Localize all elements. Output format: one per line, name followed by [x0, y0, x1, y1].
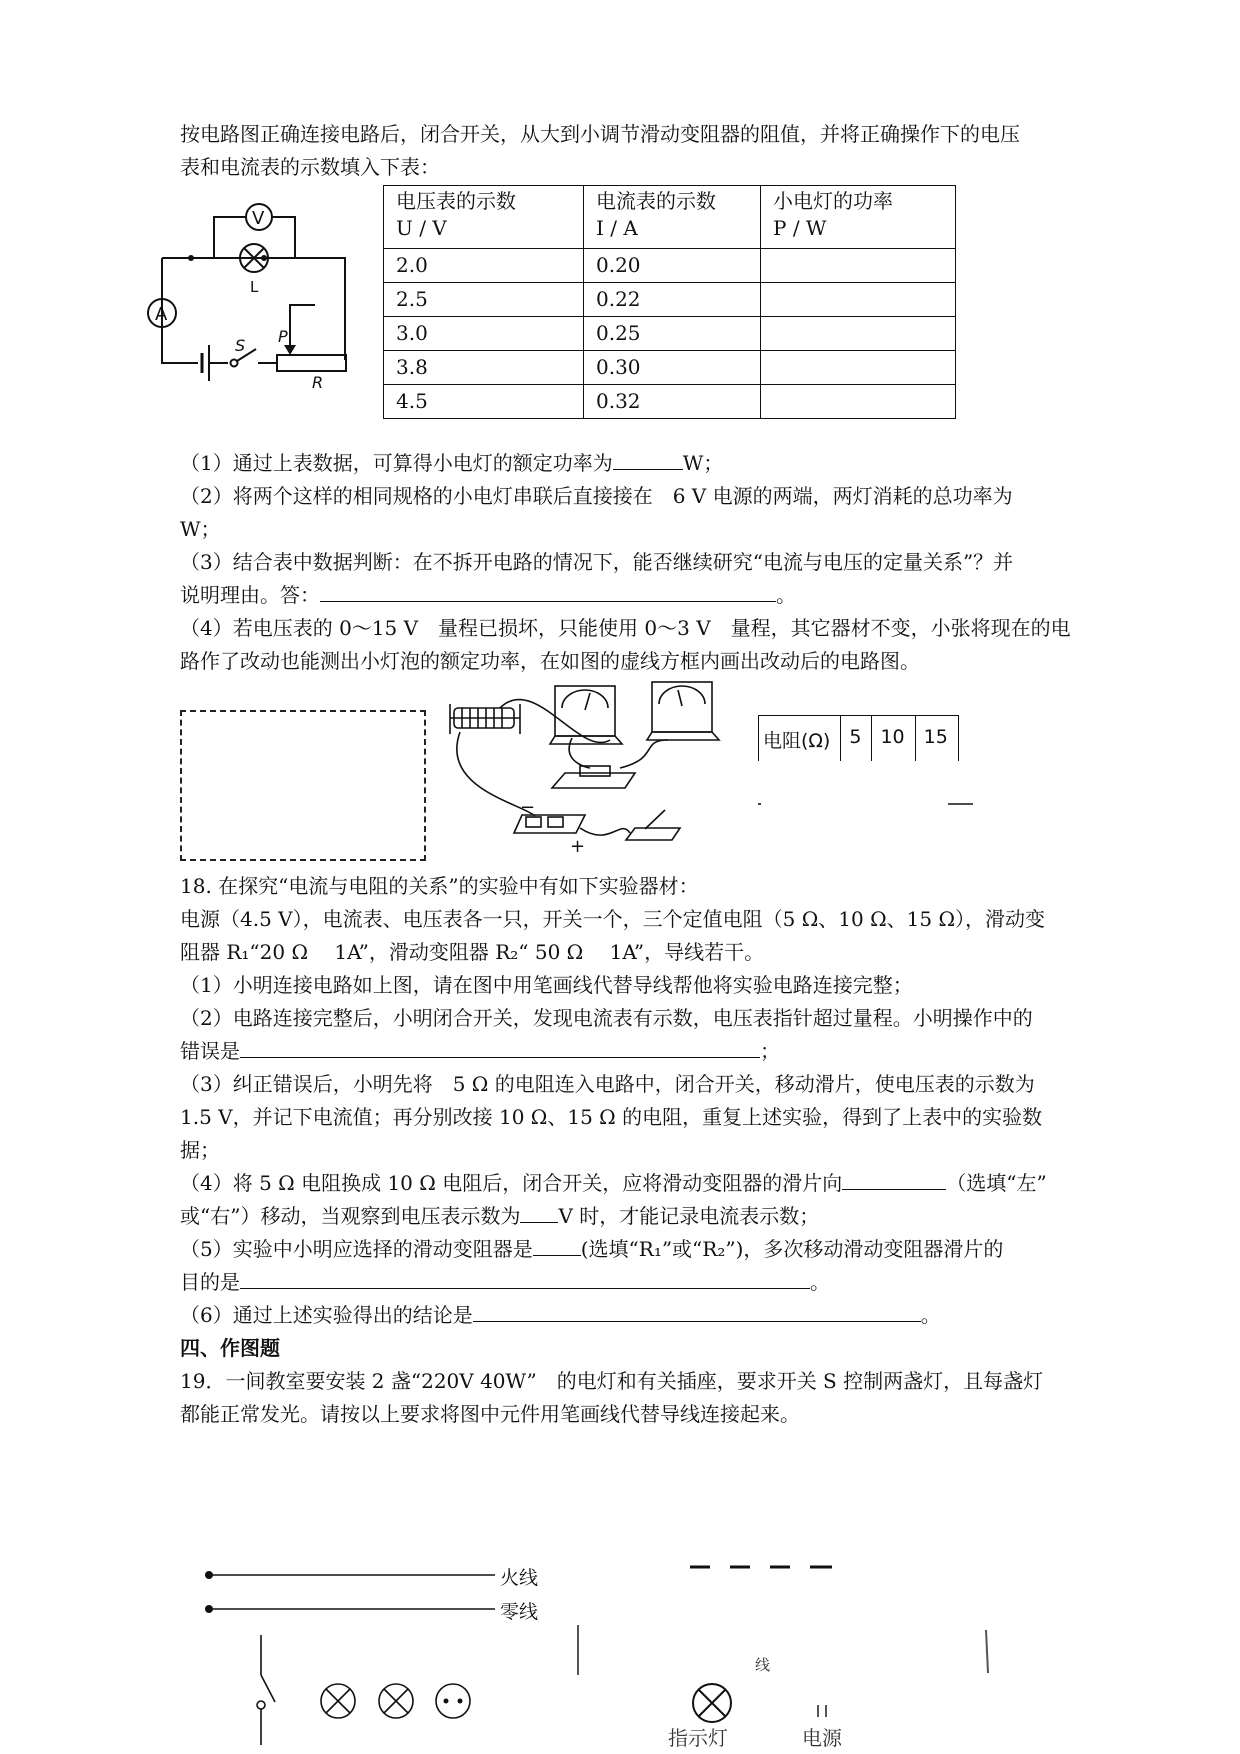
q19-line-1: 19．一间教室要安装 2 盏“220V 40W” 的电灯和有关插座，要求开关 S 控制两盏灯，且每盏灯: [180, 1369, 1044, 1393]
q18-part-3-line-2: 1.5 V，并记下电流值；再分别改接 10 Ω、15 Ω 的电阻，重复上述实验，得到了上表中的实验数: [180, 1105, 1043, 1129]
q18-part-4-end: V 时，才能记录电流表示数；: [558, 1204, 820, 1228]
fragment-label: 线: [755, 1656, 771, 1674]
q17-part-2-line-2: W；: [180, 517, 221, 541]
q17-part-3-line-2: [180, 579, 1070, 612]
plus-terminal-label: +: [570, 836, 586, 853]
resistance-table: [758, 715, 959, 761]
q17-part-3-text: 说明理由。答：: [180, 583, 320, 607]
q18-part-6: [180, 1299, 1070, 1332]
voltage-cell: 2.5: [384, 283, 584, 317]
q18-part-5-text-2: 目的是: [180, 1270, 240, 1294]
current-cell: 0.32: [584, 385, 761, 419]
header-name: 电压表的示数: [396, 189, 516, 213]
q17-part-3-end: 。: [776, 583, 796, 607]
header-unit: I / A: [596, 216, 638, 240]
q17-part-1-unit: W；: [682, 451, 724, 475]
voltage-cell: 4.5: [384, 385, 584, 419]
power-cell: [761, 283, 956, 317]
q17-part-2-line-1: （2）将两个这样的相同规格的小电灯串联后直接接在 6 V 电源的两端，两灯消耗的总功率为: [180, 484, 1013, 508]
q18-part-2-line-1: （2）电路连接完整后，小明闭合开关，发现电流表有示数，电压表指针超过量程。小明操作中的: [180, 1006, 1033, 1030]
q18-part-5-line-2: [180, 1266, 1070, 1299]
switch-label: S: [235, 336, 246, 355]
resistance-value: 15: [916, 716, 959, 761]
indicator-lamp-label: 指示灯: [668, 1726, 728, 1750]
apparatus-drawing: [440, 678, 740, 853]
q18-part-4-text-2: 或“右”）移动，当观察到电压表示数为: [180, 1204, 521, 1228]
q18-equipment-line-1: 电源（4.5 V），电流表、电压表各一只，开关一个，三个定值电阻（5 Ω、10 Ω、15 Ω），滑动变: [180, 907, 1046, 931]
table-row: [384, 283, 956, 317]
data-table: [383, 185, 956, 419]
q18-part-3-line-1: （3）纠正错误后，小明先将 5 Ω 的电阻连入电路中，闭合开关，移动滑片，使电压表的示数为: [180, 1072, 1035, 1096]
q18-part-5-line-1: [180, 1233, 1070, 1266]
table-row: [384, 317, 956, 351]
power-supply-label: 电源: [802, 1726, 842, 1750]
table-row: [384, 249, 956, 283]
dashed-drawing-box[interactable]: [180, 710, 426, 861]
power-cell: [761, 385, 956, 419]
answer-blank[interactable]: [240, 1266, 810, 1289]
power-cell: [761, 351, 956, 385]
answer-blank[interactable]: [320, 579, 776, 602]
lamp-label: L: [250, 278, 259, 296]
answer-blank[interactable]: [842, 1167, 946, 1190]
q18-part-4-line-2: [180, 1200, 1070, 1233]
answer-blank[interactable]: [473, 1299, 921, 1322]
table-header-row: [384, 186, 956, 249]
household-wiring-diagram: [195, 1555, 545, 1750]
circuit-diagram: [140, 195, 360, 395]
resistance-value: 10: [872, 716, 915, 761]
header-unit: P / W: [773, 216, 827, 240]
q17-part-4-line-2: 路作了改动也能测出小灯泡的额定功率，在如图的虚线方框内画出改动后的电路图。: [180, 649, 920, 673]
q18-part-2-end: ；: [760, 1039, 780, 1063]
q19-line-2: 都能正常发光。请按以上要求将图中元件用笔画线代替导线连接起来。: [180, 1402, 800, 1426]
slider-label: P: [278, 327, 288, 346]
q18-part-2-text: 错误是: [180, 1039, 240, 1063]
q18-part-5-option: (选填“R₁”或“R₂”)，多次移动滑动变阻器滑片的: [580, 1237, 1004, 1261]
answer-blank[interactable]: [533, 1233, 581, 1256]
ammeter-label: A: [155, 304, 168, 325]
indicator-circuit-fragment: [570, 1555, 1000, 1750]
voltage-cell: 2.0: [384, 249, 584, 283]
q18-part-6-text: （6）通过上述实验得出的结论是: [180, 1303, 473, 1327]
minus-terminal-label: −: [520, 797, 536, 818]
resistance-table-edge: [758, 796, 998, 808]
section-4-heading: 四、作图题: [180, 1336, 280, 1360]
q18-part-1: （1）小明连接电路如上图，请在图中用笔画线代替导线帮他将实验电路连接完整；: [180, 973, 913, 997]
rheostat-label: R: [312, 373, 324, 392]
power-cell: [761, 249, 956, 283]
header-unit: U / V: [396, 216, 447, 240]
header-name: 电流表的示数: [596, 189, 716, 213]
q18-part-4-option: （选填“左”: [946, 1171, 1047, 1195]
resistance-value: 5: [841, 716, 872, 761]
table-header-cell: [761, 186, 956, 249]
q18-part-4-text: （4）将 5 Ω 电阻换成 10 Ω 电阻后，闭合开关，应将滑动变阻器的滑片向: [180, 1171, 843, 1195]
q18-equipment-line-2: 阻器 R₁“20 Ω 1A”，滑动变阻器 R₂“ 50 Ω 1A”，导线若干。: [180, 940, 765, 964]
q17-part-1-text: （1）通过上表数据，可算得小电灯的额定功率为: [180, 451, 613, 475]
voltage-cell: 3.0: [384, 317, 584, 351]
q18-part-2-line-2: [180, 1035, 1070, 1068]
table-row: [384, 385, 956, 419]
table-row: [384, 351, 956, 385]
q17-part-1: [180, 447, 1070, 480]
q18-part-3-line-3: 据；: [180, 1138, 220, 1162]
table-header-cell: [584, 186, 761, 249]
voltmeter-label: V: [252, 208, 265, 229]
neutral-wire-label: 零线: [500, 1601, 539, 1623]
intro-line-1: 按电路图正确连接电路后，闭合开关，从大到小调节滑动变阻器的阻值，并将正确操作下的电压: [180, 122, 1020, 146]
current-cell: 0.20: [584, 249, 761, 283]
q18-part-5-end: 。: [810, 1270, 830, 1294]
current-cell: 0.25: [584, 317, 761, 351]
q17-part-3-line-1: （3）结合表中数据判断：在不拆开电路的情况下，能否继续研究“电流与电压的定量关系”？并: [180, 550, 1014, 574]
current-cell: 0.22: [584, 283, 761, 317]
resistance-label: 电阻(Ω): [758, 716, 841, 761]
voltage-cell: 3.8: [384, 351, 584, 385]
intro-line-2: 表和电流表的示数填入下表：: [180, 155, 440, 179]
q18-part-4-line-1: [180, 1167, 1070, 1200]
q18-part-6-end: 。: [920, 1303, 941, 1327]
q17-part-4-line-1: （4）若电压表的 0～15 V 量程已损坏，只能使用 0～3 V 量程，其它器材不变，小张将现在的电: [180, 616, 1071, 640]
power-cell: [761, 317, 956, 351]
answer-blank[interactable]: [520, 1200, 558, 1223]
header-name: 小电灯的功率: [773, 189, 893, 213]
q18-title: 18. 在探究“电流与电阻的关系”的实验中有如下实验器材：: [180, 874, 699, 898]
live-wire-label: 火线: [500, 1567, 539, 1589]
table-header-cell: [384, 186, 584, 249]
q18-part-5-text: （5）实验中小明应选择的滑动变阻器是: [180, 1237, 533, 1261]
answer-blank[interactable]: [613, 447, 683, 470]
current-cell: 0.30: [584, 351, 761, 385]
answer-blank[interactable]: [240, 1035, 760, 1058]
